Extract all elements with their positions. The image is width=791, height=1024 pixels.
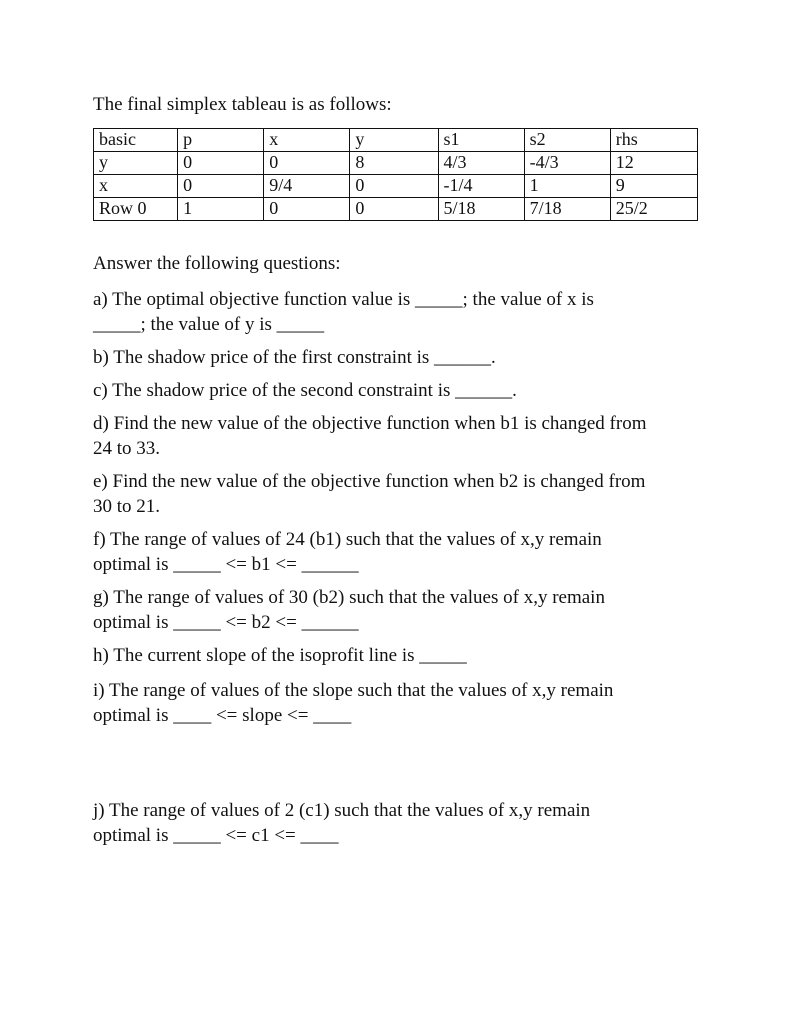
table-cell: 1 (524, 175, 610, 198)
table-cell: 4/3 (438, 152, 524, 175)
table-cell: 0 (264, 198, 350, 221)
question-i-line-1: i) The range of values of the slope such that the values of x,y remain (93, 680, 614, 701)
question-j-line-1: j) The range of values of 2 (c1) such that the values of x,y remain (93, 800, 591, 821)
question-f-line-1: f) The range of values of 24 (b1) such that the values of x,y remain (93, 529, 602, 550)
header-cell: s1 (438, 129, 524, 152)
question-g (93, 585, 703, 635)
question-i-line-2: optimal is ____ <= slope <= ____ (93, 705, 352, 726)
question-g-line-2: optimal is _____ <= b2 <= ______ (93, 612, 359, 633)
table-cell: 7/18 (524, 198, 610, 221)
question-d-line-2: 24 to 33. (93, 438, 161, 459)
question-e-line-1: e) Find the new value of the objective function when b2 is changed from (93, 471, 646, 492)
question-h (93, 643, 703, 668)
table-cell: -1/4 (438, 175, 524, 198)
table-cell: 0 (178, 152, 264, 175)
question-c (93, 378, 703, 403)
table-cell: 5/18 (438, 198, 524, 221)
question-b (93, 345, 703, 370)
question-a-line-1: a) The optimal objective function value is _____; the value of x is (93, 289, 594, 310)
question-b-line: b) The shadow price of the first constraint is ______. (93, 347, 496, 368)
table-cell: 12 (610, 152, 697, 175)
question-e-line-2: 30 to 21. (93, 496, 161, 517)
table-cell: -4/3 (524, 152, 610, 175)
table-cell: 9 (610, 175, 697, 198)
table-cell: 25/2 (610, 198, 697, 221)
header-cell: y (350, 129, 438, 152)
table-row (94, 152, 698, 175)
intro-text: The final simplex tableau is as follows: (93, 94, 392, 115)
question-d (93, 411, 703, 461)
table-row (94, 175, 698, 198)
worksheet (93, 92, 703, 848)
question-h-line: h) The current slope of the isoprofit line is _____ (93, 645, 467, 666)
table-header-row (94, 129, 698, 152)
question-f (93, 527, 703, 577)
table-cell: 0 (350, 175, 438, 198)
question-a (93, 287, 703, 337)
table-row (94, 198, 698, 221)
question-j (93, 798, 703, 848)
question-j-line-2: optimal is _____ <= c1 <= ____ (93, 825, 339, 846)
table-cell: y (94, 152, 178, 175)
question-e (93, 469, 703, 519)
table-cell: 0 (178, 175, 264, 198)
table-cell: 8 (350, 152, 438, 175)
header-cell: p (178, 129, 264, 152)
question-i (93, 678, 703, 728)
question-c-line: c) The shadow price of the second constraint is ______. (93, 380, 517, 401)
table-cell: 0 (264, 152, 350, 175)
table-cell: Row 0 (94, 198, 178, 221)
header-cell: basic (94, 129, 178, 152)
simplex-tableau (93, 128, 698, 221)
table-cell: 1 (178, 198, 264, 221)
question-a-line-2: _____; the value of y is _____ (93, 314, 325, 335)
question-d-line-1: d) Find the new value of the objective function when b1 is changed from (93, 413, 647, 434)
table-cell: x (94, 175, 178, 198)
answer-heading: Answer the following questions: (93, 253, 341, 274)
header-cell: s2 (524, 129, 610, 152)
table-cell: 0 (350, 198, 438, 221)
question-g-line-1: g) The range of values of 30 (b2) such that the values of x,y remain (93, 587, 605, 608)
table-cell: 9/4 (264, 175, 350, 198)
question-f-line-2: optimal is _____ <= b1 <= ______ (93, 554, 359, 575)
header-cell: rhs (610, 129, 697, 152)
header-cell: x (264, 129, 350, 152)
